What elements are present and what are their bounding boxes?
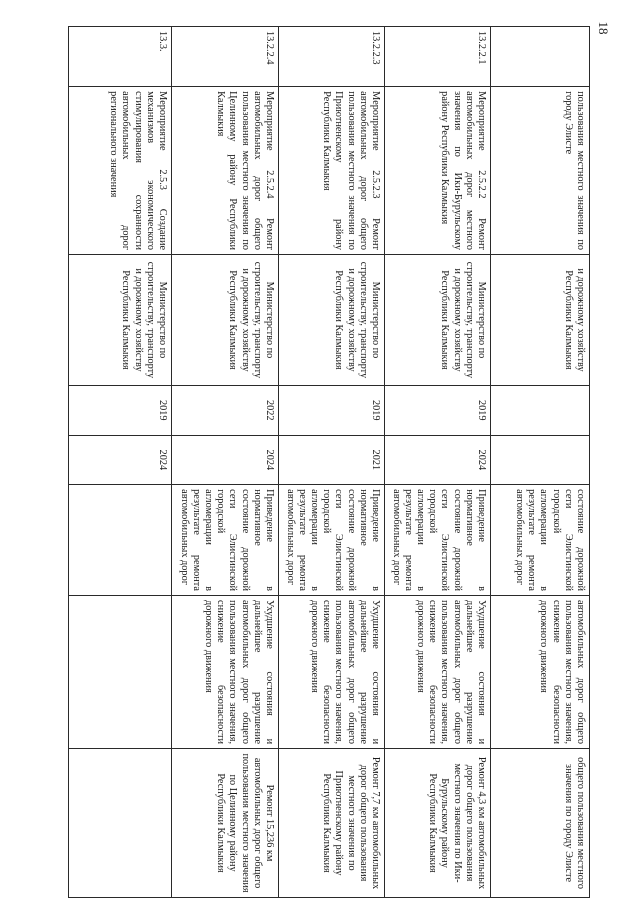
- start-year-cell: 2019: [69, 385, 172, 435]
- page-number-text: 18: [596, 21, 611, 35]
- indicator-link-cell: Ремонт 7,7 км автомобильных дорог общего пользования местного значения по Приютненскому району Республики Калмыкия: [279, 749, 385, 898]
- responsible-executor-cell: и дорожному хозяйству Республики Калмыкия: [491, 255, 590, 386]
- non-implementation-consequence-cell: автомобильных дорог общего пользования местного значения, снижение безопасности дорожного движения: [491, 596, 590, 749]
- measure-name-cell: Мероприятие 2.5.2.4 Ремонт автомобильных дорог общего пользования местного значения по Целинному району Республики Калмыкия: [172, 87, 279, 255]
- non-implementation-consequence-cell: Ухудшение состояния и дальнейшее разрушение автомобильных дорог общего пользования местного значения, снижение безопасности дорожного движения: [172, 596, 279, 749]
- row-number-cell: 13.2.2.1: [385, 27, 491, 87]
- responsible-executor-cell: Министерство по строительству, транспорту и дорожному хозяйству Республики Калмыкия: [69, 255, 172, 386]
- measure-name-cell: Мероприятие 2.5.2.3 Ремонт автомобильных дорог общего пользования местного значения по Приютненскому району Республики Калмыкия: [279, 87, 385, 255]
- page-number: [594, 8, 612, 48]
- expected-result-cell: Приведение в нормативное состояние дорожной сети Элистинской городской агломерации в результате ремонта автомобильных дорог: [385, 485, 491, 596]
- responsible-executor-cell: Министерство по строительству, транспорту и дорожному хозяйству Республики Калмыкия: [279, 255, 385, 386]
- table-row: [279, 27, 385, 898]
- non-implementation-consequence-cell: Ухудшение состояния и дальнейшее разрушение автомобильных дорог общего пользования местного значения, снижение безопасности дорожного движения: [279, 596, 385, 749]
- non-implementation-consequence-cell: Ухудшение состояния и дальнейшее разрушение автомобильных дорог общего пользования местного значения, снижение безопасности дорожного движения: [385, 596, 491, 749]
- table-row: [69, 27, 172, 898]
- expected-result-cell: [69, 485, 172, 596]
- non-implementation-consequence-cell: [69, 596, 172, 749]
- expected-result-cell: Приведение в нормативное состояние дорожной сети Элистинской городской агломерации в результате ремонта автомобильных дорог: [279, 485, 385, 596]
- indicator-link-cell: [69, 749, 172, 898]
- program-measures-table: [68, 26, 590, 898]
- measure-name-cell: Мероприятие 2.5.2.2 Ремонт автомобильных дорог местного значения по Ики-Бурульскому району Республики Калмыкия: [385, 87, 491, 255]
- indicator-link-cell: Ремонт 4,3 км автомобильных дорог общего пользования местного значения по Ики-Бурульскому району Республики Калмыкия: [385, 749, 491, 898]
- end-year-cell: 2021: [279, 435, 385, 485]
- end-year-cell: 2024: [69, 435, 172, 485]
- measure-name-cell: Мероприятие 2.5.3 Создание механизмов экономического стимулирования сохранности автомобильных дорог регионального значения: [69, 87, 172, 255]
- table-row: [491, 27, 590, 898]
- row-number-cell: 13.2.2.4: [172, 27, 279, 87]
- end-year-cell: 2024: [172, 435, 279, 485]
- table-row: [172, 27, 279, 898]
- indicator-link-cell: Ремонт 15,236 км автомобильных дорог общего пользования местного значения по Целинному району Республики Калмыкия: [172, 749, 279, 898]
- table-row: [385, 27, 491, 898]
- measure-name-cell: пользования местного значения по городу Элисте: [491, 87, 590, 255]
- indicator-link-cell: общего пользования местного значения по городу Элисте: [491, 749, 590, 898]
- expected-result-cell: состояние дорожной сети Элистинской городской агломерации в результате ремонта автомобильных дорог: [491, 485, 590, 596]
- row-number-cell: 13.3.: [69, 27, 172, 87]
- rotated-table-area: [65, 26, 590, 898]
- rotated-table-container: [65, 26, 590, 898]
- end-year-cell: 2024: [385, 435, 491, 485]
- end-year-cell: [491, 435, 590, 485]
- start-year-cell: 2019: [385, 385, 491, 435]
- expected-result-cell: Приведение в нормативное состояние дорожной сети Элистинской городской агломерации в результате ремонта автомобильных дорог: [172, 485, 279, 596]
- start-year-cell: 2022: [172, 385, 279, 435]
- start-year-cell: 2019: [279, 385, 385, 435]
- start-year-cell: [491, 385, 590, 435]
- row-number-cell: [491, 27, 590, 87]
- responsible-executor-cell: Министерство по строительству, транспорту и дорожному хозяйству Республики Калмыкия: [172, 255, 279, 386]
- responsible-executor-cell: Министерство по строительству, транспорту и дорожному хозяйству Республики Калмыкия: [385, 255, 491, 386]
- row-number-cell: 13.2.2.3: [279, 27, 385, 87]
